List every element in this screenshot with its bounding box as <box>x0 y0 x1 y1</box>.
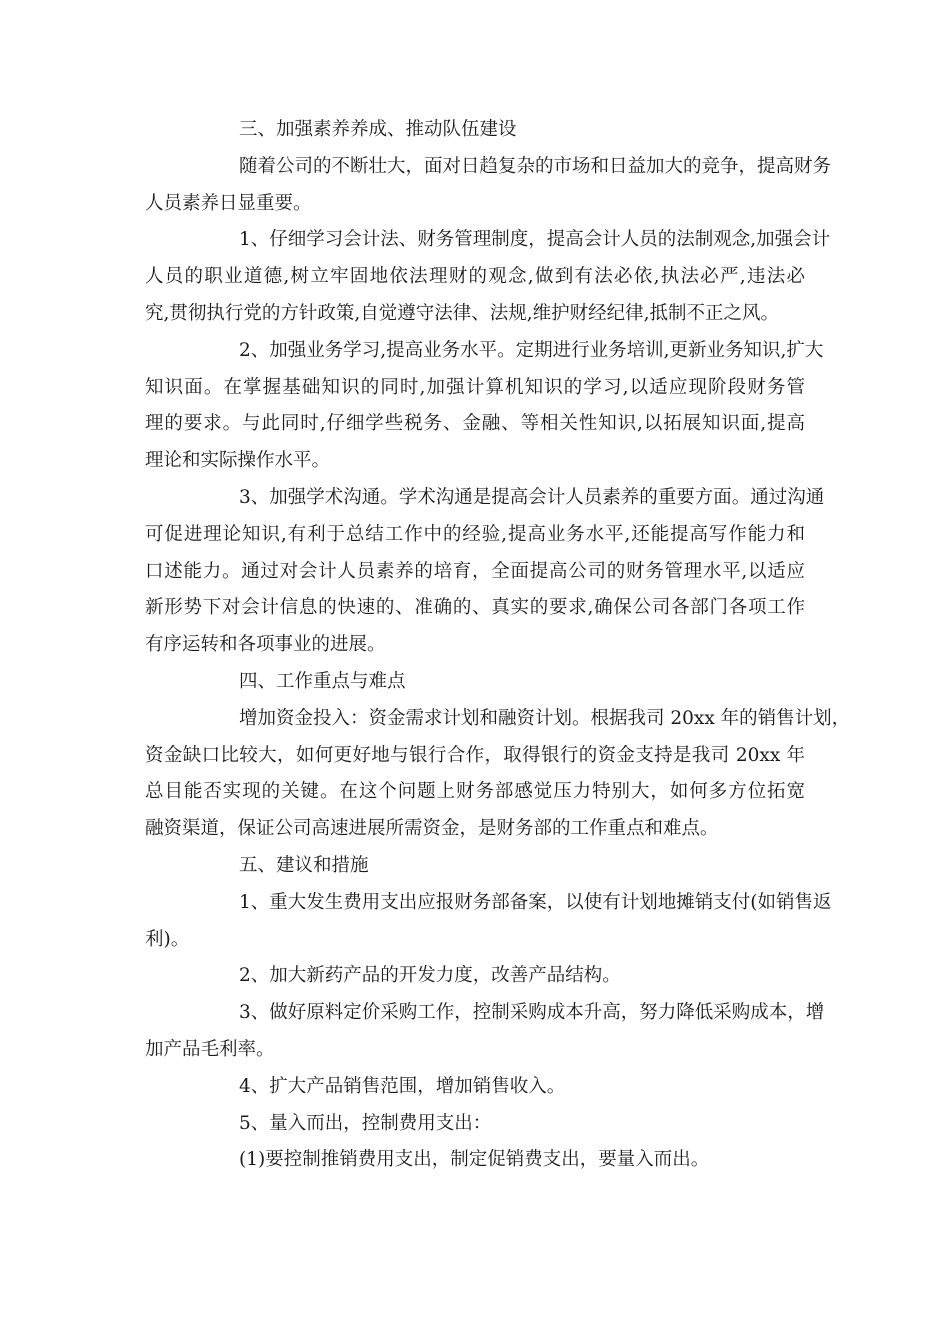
text-line: 1、重大发生费用支出应报财务部备案，以使有计划地摊销支付(如销售返 <box>239 891 832 913</box>
text-line: 理论和实际操作水平。 <box>145 450 331 472</box>
text-line: 理的要求。与此同时,仔细学些税务、金融、等相关性知识,以拓展知识面,提高 <box>145 413 805 435</box>
text-line: 1、仔细学习会计法、财务管理制度，提高会计人员的法制观念,加强会计 <box>239 229 831 251</box>
text-line: 知识面。在掌握基础知识的同时,加强计算机知识的学习,以适应现阶段财务管 <box>145 376 805 398</box>
paragraph-item-3-1 <box>145 222 831 332</box>
text-line: 人员素养日显重要。 <box>145 192 312 214</box>
text-line: 5、量入而出，控制费用支出： <box>239 1112 492 1134</box>
paragraph-item-5-4 <box>145 1069 805 1106</box>
text-line: 随着公司的不断壮大，面对日趋复杂的市场和日益加大的竞争，提高财务 <box>239 155 832 177</box>
text-line: 融资渠道，保证公司高速进展所需资金，是财务部的工作重点和难点。 <box>145 818 719 840</box>
paragraph-item-3-3 <box>145 480 825 664</box>
text-line: 新形势下对会计信息的快速的、准确的、真实的要求,确保公司各部门各项工作 <box>145 597 805 619</box>
text-line: 4、扩大产品销售范围，增加销售收入。 <box>239 1075 566 1097</box>
text-line: 有序运转和各项事业的进展。 <box>145 634 386 656</box>
text-line: 究,贯彻执行党的方针政策,自觉遵守法律、法规,维护财经纪律,抵制不正之风。 <box>145 302 780 324</box>
text-line: 2、加大新药产品的开发力度，改善产品结构。 <box>239 965 621 987</box>
paragraph-body-4 <box>145 701 851 848</box>
text-line: 总目能否实现的关键。在这个问题上财务部感觉压力特别大，如何多方位拓宽 <box>145 781 805 803</box>
text-line: 人员的职业道德,树立牢固地依法理财的观念,做到有法必依,执法必严,违法必 <box>145 266 805 288</box>
paragraph-item-3-2 <box>145 333 824 480</box>
paragraph-heading-5 <box>145 848 805 885</box>
text-line: 加产品毛利率。 <box>145 1038 275 1060</box>
paragraph-item-5-2 <box>145 958 805 995</box>
text-line: 3、做好原料定价采购工作，控制采购成本升高，努力降低采购成本，增 <box>239 1002 825 1024</box>
paragraph-item-5-1 <box>145 885 832 959</box>
paragraph-item-5-5-1 <box>145 1142 805 1179</box>
text-line: 三、加强素养养成、推动队伍建设 <box>239 119 517 140</box>
text-line: 增加资金投入：资金需求计划和融资计划。根据我司 20xx 年的销售计划， <box>239 707 851 729</box>
paragraph-heading-4 <box>145 664 805 701</box>
text-line: (1)要控制推销费用支出，制定促销费支出，要量入而出。 <box>239 1149 710 1171</box>
text-line: 四、工作重点与难点 <box>239 670 406 692</box>
paragraph-intro-3 <box>145 149 832 223</box>
text-line: 资金缺口比较大，如何更好地与银行合作，取得银行的资金支持是我司 20xx 年 <box>145 744 805 766</box>
text-line: 3、加强学术沟通。学术沟通是提高会计人员素养的重要方面。通过沟通 <box>239 486 825 508</box>
paragraph-item-5-3 <box>145 995 825 1069</box>
text-line: 2、加强业务学习,提高业务水平。定期进行业务培训,更新业务知识,扩大 <box>239 339 824 361</box>
text-line: 可促进理论知识,有利于总结工作中的经验,提高业务水平,还能提高写作能力和 <box>145 523 805 545</box>
document-page <box>145 112 851 1179</box>
text-line: 五、建议和措施 <box>239 854 369 876</box>
paragraph-item-5-5 <box>145 1106 805 1143</box>
text-line: 利)。 <box>145 928 190 950</box>
paragraph-heading-3 <box>145 112 805 149</box>
text-line: 口述能力。通过对会计人员素养的培育，全面提高公司的财务管理水平,以适应 <box>145 560 805 582</box>
